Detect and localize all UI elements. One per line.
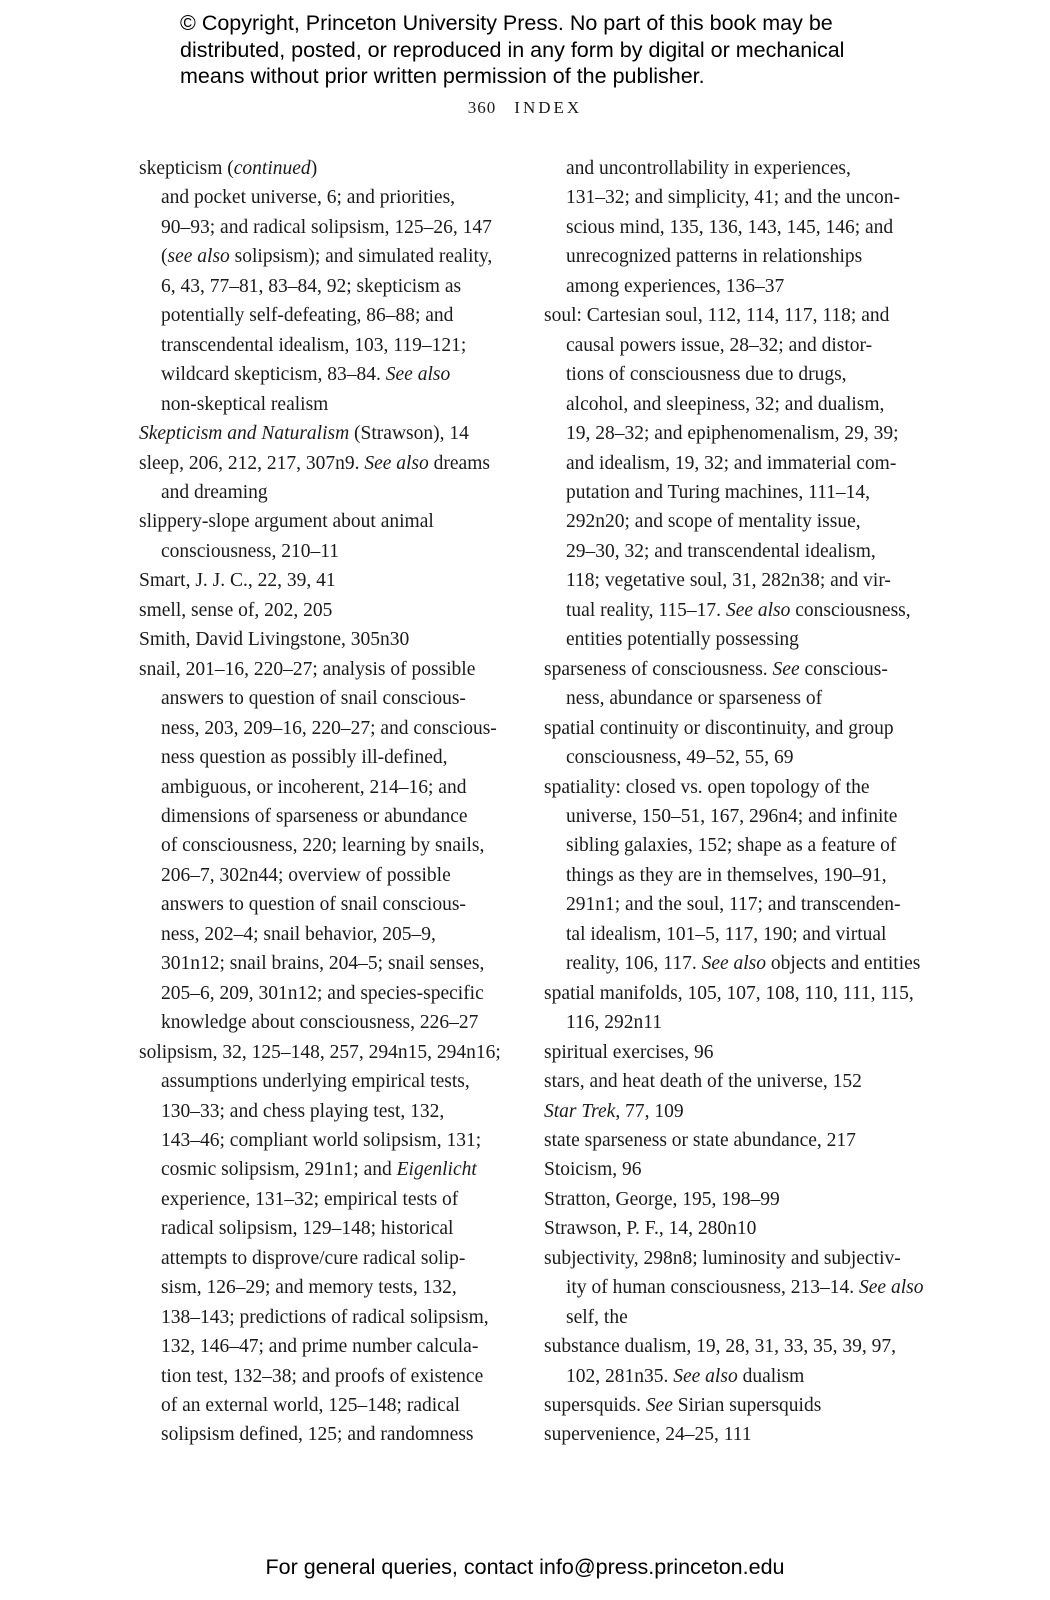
entry-text: potentially self-defeating, 86–88; and [161,305,454,327]
entry-text: of consciousness, 220; learning by snails, [161,835,485,857]
index-entry-line [544,301,924,330]
index-entry-line [161,1126,514,1155]
entry-text: and uncontrollability in experiences, [566,158,851,179]
index-entry-line [566,360,924,389]
entry-text: Stratton, George, 195, 198–99 [544,1188,780,1210]
index-entry [139,449,514,508]
running-head [0,98,1050,118]
entry-text: 29–30, 32; and transcendental idealism, [566,540,876,562]
index-entry-line [544,714,924,743]
index-entry [544,1038,924,1067]
entry-text: scious mind, 135, 136, 143, 145, 146; and [566,216,894,238]
index-entry-line [566,625,924,654]
entry-text: 132, 146–47; and prime number calcula- [161,1336,479,1358]
index-entry-line [161,301,514,330]
index-entry-line [139,507,514,536]
entry-text: soul: Cartesian soul, 112, 114, 117, 118; and [544,305,890,327]
entry-text: and dreaming [161,481,268,503]
index-entry-line [161,1097,514,1126]
entry-text: ( [161,246,168,268]
index-entry [139,566,514,595]
entry-text: things as they are in themselves, 190–91, [566,864,887,886]
index-entry-line [544,1214,924,1243]
entry-text: alcohol, and sleepiness, 32; and dualism, [566,393,885,415]
index-entry-line [161,390,514,419]
index-entry [544,1155,924,1184]
entry-text: attempts to disprove/cure radical solip- [161,1247,466,1269]
entry-text: of an external world, 125–148; radical [161,1395,460,1417]
index-entry-line [566,920,924,949]
index-entry-line [544,655,924,684]
entry-text: supersquids. [544,1395,646,1417]
entry-text: 118; vegetative soul, 31, 282n38; and vir- [566,570,891,592]
index-entry [544,1420,924,1449]
entry-text: state sparseness or state abundance, 217 [544,1129,856,1151]
index-entry [544,773,924,979]
entry-text: , 77, 109 [615,1100,684,1122]
index-entry-line [161,213,514,242]
index-entry-line [161,831,514,860]
entry-text: dualism [737,1365,805,1387]
index-entry-line [161,1303,514,1332]
entry-text: 19, 28–32; and epiphenomenalism, 29, 39; [566,423,899,445]
italic-text: Star Trek [544,1100,616,1122]
entry-text: cosmic solipsism, 291n1; and [161,1159,397,1181]
index-entry-line [161,773,514,802]
index-entry-line [139,1038,514,1067]
index-entry-line [161,183,514,212]
entry-text: transcendental idealism, 103, 119–121; [161,334,467,356]
entry-text: 116, 292n11 [566,1012,663,1034]
italic-text: See [645,1395,673,1417]
index-entry-line [566,566,924,595]
index-entry-line [544,1067,924,1096]
entry-text: spatial manifolds, 105, 107, 108, 110, 111, 115, [544,982,914,1004]
index-entry-line [139,566,514,595]
entry-text: snail, 201–16, 220–27; analysis of possible [139,658,476,680]
entry-text: and pocket universe, 6; and priorities, [161,187,456,209]
entry-text: among experiences, 136–37 [566,275,785,297]
index-entry-line [161,1244,514,1273]
entry-text: substance dualism, 19, 28, 31, 33, 35, 39, 97, [544,1336,897,1358]
index-entry [544,1067,924,1096]
entry-text: dimensions of sparseness or abundance [161,805,468,827]
entry-text: solipsism defined, 125; and randomness [161,1424,474,1446]
index-column-left [139,154,514,1450]
entry-text: 205–6, 209, 301n12; and species-specific [161,982,484,1004]
index-entry-line [161,1273,514,1302]
index-entry-line [161,272,514,301]
index-entry-line [161,979,514,1008]
index-entry [544,1332,924,1391]
index-entry-line [161,1008,514,1037]
index-entry-line [139,419,514,448]
entry-text: 6, 43, 77–81, 83–84, 92; skepticism as [161,275,462,297]
index-entry-line [544,1126,924,1155]
index-entry-line [566,419,924,448]
entry-text: skepticism ( [139,158,234,179]
entry-text: 130–33; and chess playing test, 132, [161,1100,445,1122]
entry-text: experience, 131–32; empirical tests of [161,1188,459,1210]
entry-text: assumptions underlying empirical tests, [161,1071,470,1093]
entry-text: 291n1; and the soul, 117; and transcenden- [566,894,901,916]
page-number: 360 [467,98,497,117]
index-entry-line [161,1214,514,1243]
entry-text: dreams [428,452,490,474]
index-entry-line [566,507,924,536]
index-entry-line [161,1362,514,1391]
entry-text: (Strawson), 14 [349,423,469,445]
entry-text: tal idealism, 101–5, 117, 190; and virtual [566,923,887,945]
entry-text: Strawson, P. F., 14, 280n10 [544,1218,757,1240]
index-entry-line [566,183,924,212]
entry-text: causal powers issue, 28–32; and distor- [566,334,873,356]
entry-text: putation and Turing machines, 111–14, [566,481,871,503]
index-entry-line [139,655,514,684]
index-entry [139,507,514,566]
entry-text: universe, 150–51, 167, 296n4; and infinite [566,805,898,827]
index-entry-line [544,979,924,1008]
entry-text: ness, abundance or sparseness of [566,688,823,710]
index-entry-line [161,714,514,743]
index-entry-line [566,743,924,772]
entry-text: ity of human consciousness, 213–14. [566,1277,860,1299]
entry-text: 301n12; snail brains, 204–5; snail senses, [161,953,485,975]
entry-text: tual reality, 115–17. [566,599,726,621]
entry-text: stars, and heat death of the universe, 152 [544,1071,862,1093]
index-entry [139,1038,514,1450]
index-entry [139,655,514,1038]
index-entry-line [566,949,924,978]
index-entry [544,1185,924,1214]
index-entry-line [566,242,924,271]
index-entry-line [161,743,514,772]
index-entry-line [544,1244,924,1273]
index-entry [139,625,514,654]
entry-text: ambiguous, or incoherent, 214–16; and [161,776,467,798]
index-column-right [544,154,924,1450]
copyright-line: distributed, posted, or reproduced in any form by digital or mechanical [180,37,845,62]
footer-contact: For general queries, contact info@press.princeton.edu [265,1555,785,1579]
entry-text: Sirian supersquids [672,1395,822,1417]
index-entry-line [566,154,924,183]
index-entry-line [161,684,514,713]
entry-text: supervenience, 24–25, 111 [544,1424,752,1446]
index-entry [544,1244,924,1332]
entry-text: 102, 281n35. [566,1365,674,1387]
entry-text: consciousness, [790,599,911,621]
index-entry [139,154,514,183]
index-entry-line [544,1332,924,1361]
italic-text: See [772,658,800,680]
entry-text: knowledge about consciousness, 226–27 [161,1012,479,1034]
entry-text: ness, 203, 209–16, 220–27; and conscious- [161,717,497,739]
entry-text: entities potentially possessing [566,629,799,651]
index-entry-line [544,1420,924,1449]
index-entry-line [161,478,514,507]
entry-text: spiritual exercises, 96 [544,1041,714,1063]
index-entry-line [566,890,924,919]
index-entry-line [544,1185,924,1214]
copyright-notice [180,10,940,90]
entry-text: solipsism, 32, 125–148, 257, 294n15, 294n16; [139,1041,501,1063]
index-entry-line [161,920,514,949]
entry-text: sparseness of consciousness. [544,658,773,680]
entry-text: unrecognized patterns in relationships [566,246,863,268]
index-entry-line [544,773,924,802]
entry-text: 131–32; and simplicity, 41; and the uncon- [566,187,900,209]
entry-text: sibling galaxies, 152; shape as a feature of [566,835,897,857]
index-entry-line [566,213,924,242]
index-entry [544,301,924,654]
index-entry-line [161,242,514,271]
entry-text: 143–46; compliant world solipsism, 131; [161,1129,482,1151]
index-entry-line [161,949,514,978]
italic-text: Eigenlicht [396,1159,477,1181]
index-entry [544,1097,924,1126]
index-entry-line [566,1362,924,1391]
index-entry-line [161,890,514,919]
index-entry [139,596,514,625]
index-entry-line [566,537,924,566]
entry-text: tion test, 132–38; and proofs of existence [161,1365,484,1387]
entry-text: subjectivity, 298n8; luminosity and subjectiv- [544,1247,901,1269]
entry-text: 292n20; and scope of mentality issue, [566,511,861,533]
index-entry-line [161,537,514,566]
entry-text: answers to question of snail conscious- [161,894,466,916]
entry-text: reality, 106, 117. [566,953,702,975]
index-entry-line [566,1273,924,1302]
italic-text: See also [673,1365,738,1387]
index-entry-line [161,861,514,890]
index-entry-line [161,1420,514,1449]
index-entry [544,655,924,714]
index-entry-line [566,596,924,625]
index-entry-line [566,861,924,890]
entry-text: and idealism, 19, 32; and immaterial com- [566,452,897,474]
entry-text: Stoicism, 96 [544,1159,642,1181]
index-entry [544,1391,924,1420]
index-entry-line [139,154,514,183]
index-entry-line [566,331,924,360]
index-entry-line [161,1067,514,1096]
entry-text: ness question as possibly ill-defined, [161,747,448,769]
index-entry [544,979,924,1038]
entry-text: radical solipsism, 129–148; historical [161,1218,454,1240]
index-entry-line [566,390,924,419]
entry-text: solipsism); and simulated reality, [229,246,493,268]
entry-text: sism, 126–29; and memory tests, 132, [161,1277,457,1299]
entry-text: slippery-slope argument about animal [139,511,434,533]
entry-text: objects and entities [766,953,921,975]
entry-text: 90–93; and radical solipsism, 125–26, 147 [161,216,492,238]
index-entry-line [161,1155,514,1184]
index-entry-line [161,1185,514,1214]
index-entry [544,1214,924,1243]
index-entry-line [566,1303,924,1332]
entry-text: Smith, David Livingstone, 305n30 [139,629,410,651]
index-entry [544,154,924,301]
entry-text: conscious- [799,658,888,680]
index-entry [544,714,924,773]
entry-text: non-skeptical realism [161,393,329,415]
index-entry-line [139,625,514,654]
index-entry-line [544,1391,924,1420]
italic-text: See also [859,1277,924,1299]
index-entry [139,419,514,448]
entry-text: self, the [566,1306,628,1328]
index-entry-line [161,360,514,389]
running-head-title: INDEX [514,98,583,117]
italic-text: See also [385,364,451,386]
entry-text: spatiality: closed vs. open topology of the [544,776,870,798]
index-entry-line [139,596,514,625]
entry-text: wildcard skepticism, 83–84. [161,364,386,386]
copyright-line: means without prior written permission of the publisher. [180,64,705,88]
copyright-line: © Copyright, Princeton University Press. No part of this book may be [180,11,833,35]
index-entry [544,1126,924,1155]
index-entry-line [161,1332,514,1361]
index-entry-line [544,1038,924,1067]
italic-text: See also [725,599,791,621]
index-entry-line [544,1155,924,1184]
entry-text: spatial continuity or discontinuity, and group [544,717,894,739]
italic-text: See also [701,953,767,975]
entry-text: 138–143; predictions of radical solipsism, [161,1306,489,1328]
entry-text: sleep, 206, 212, 217, 307n9. [139,452,365,474]
index-entry [139,183,514,419]
entry-text: ) [310,158,318,179]
index-entry-line [566,272,924,301]
entry-text: consciousness, 49–52, 55, 69 [566,747,794,769]
index-entry-line [566,831,924,860]
entry-text: tions of consciousness due to drugs, [566,364,847,386]
index-entry-line [566,478,924,507]
index-entry-line [161,802,514,831]
entry-text: smell, sense of, 202, 205 [139,599,333,621]
italic-text: continued [233,158,311,179]
index-entry-line [161,1391,514,1420]
index-entry-line [566,1008,924,1037]
italic-text: see also [167,246,230,268]
index-entry-line [544,1097,924,1126]
entry-text: consciousness, 210–11 [161,540,340,562]
entry-text: answers to question of snail conscious- [161,688,466,710]
italic-text: Skepticism and Naturalism [139,423,350,445]
index-entry-line [566,802,924,831]
entry-text: ness, 202–4; snail behavior, 205–9, [161,923,436,945]
index-entry-line [161,331,514,360]
index-entry-line [566,449,924,478]
entry-text: Smart, J. J. C., 22, 39, 41 [139,570,336,592]
italic-text: See also [364,452,429,474]
index-entry-line [566,684,924,713]
index-entry-line [139,449,514,478]
entry-text: 206–7, 302n44; overview of possible [161,864,451,886]
